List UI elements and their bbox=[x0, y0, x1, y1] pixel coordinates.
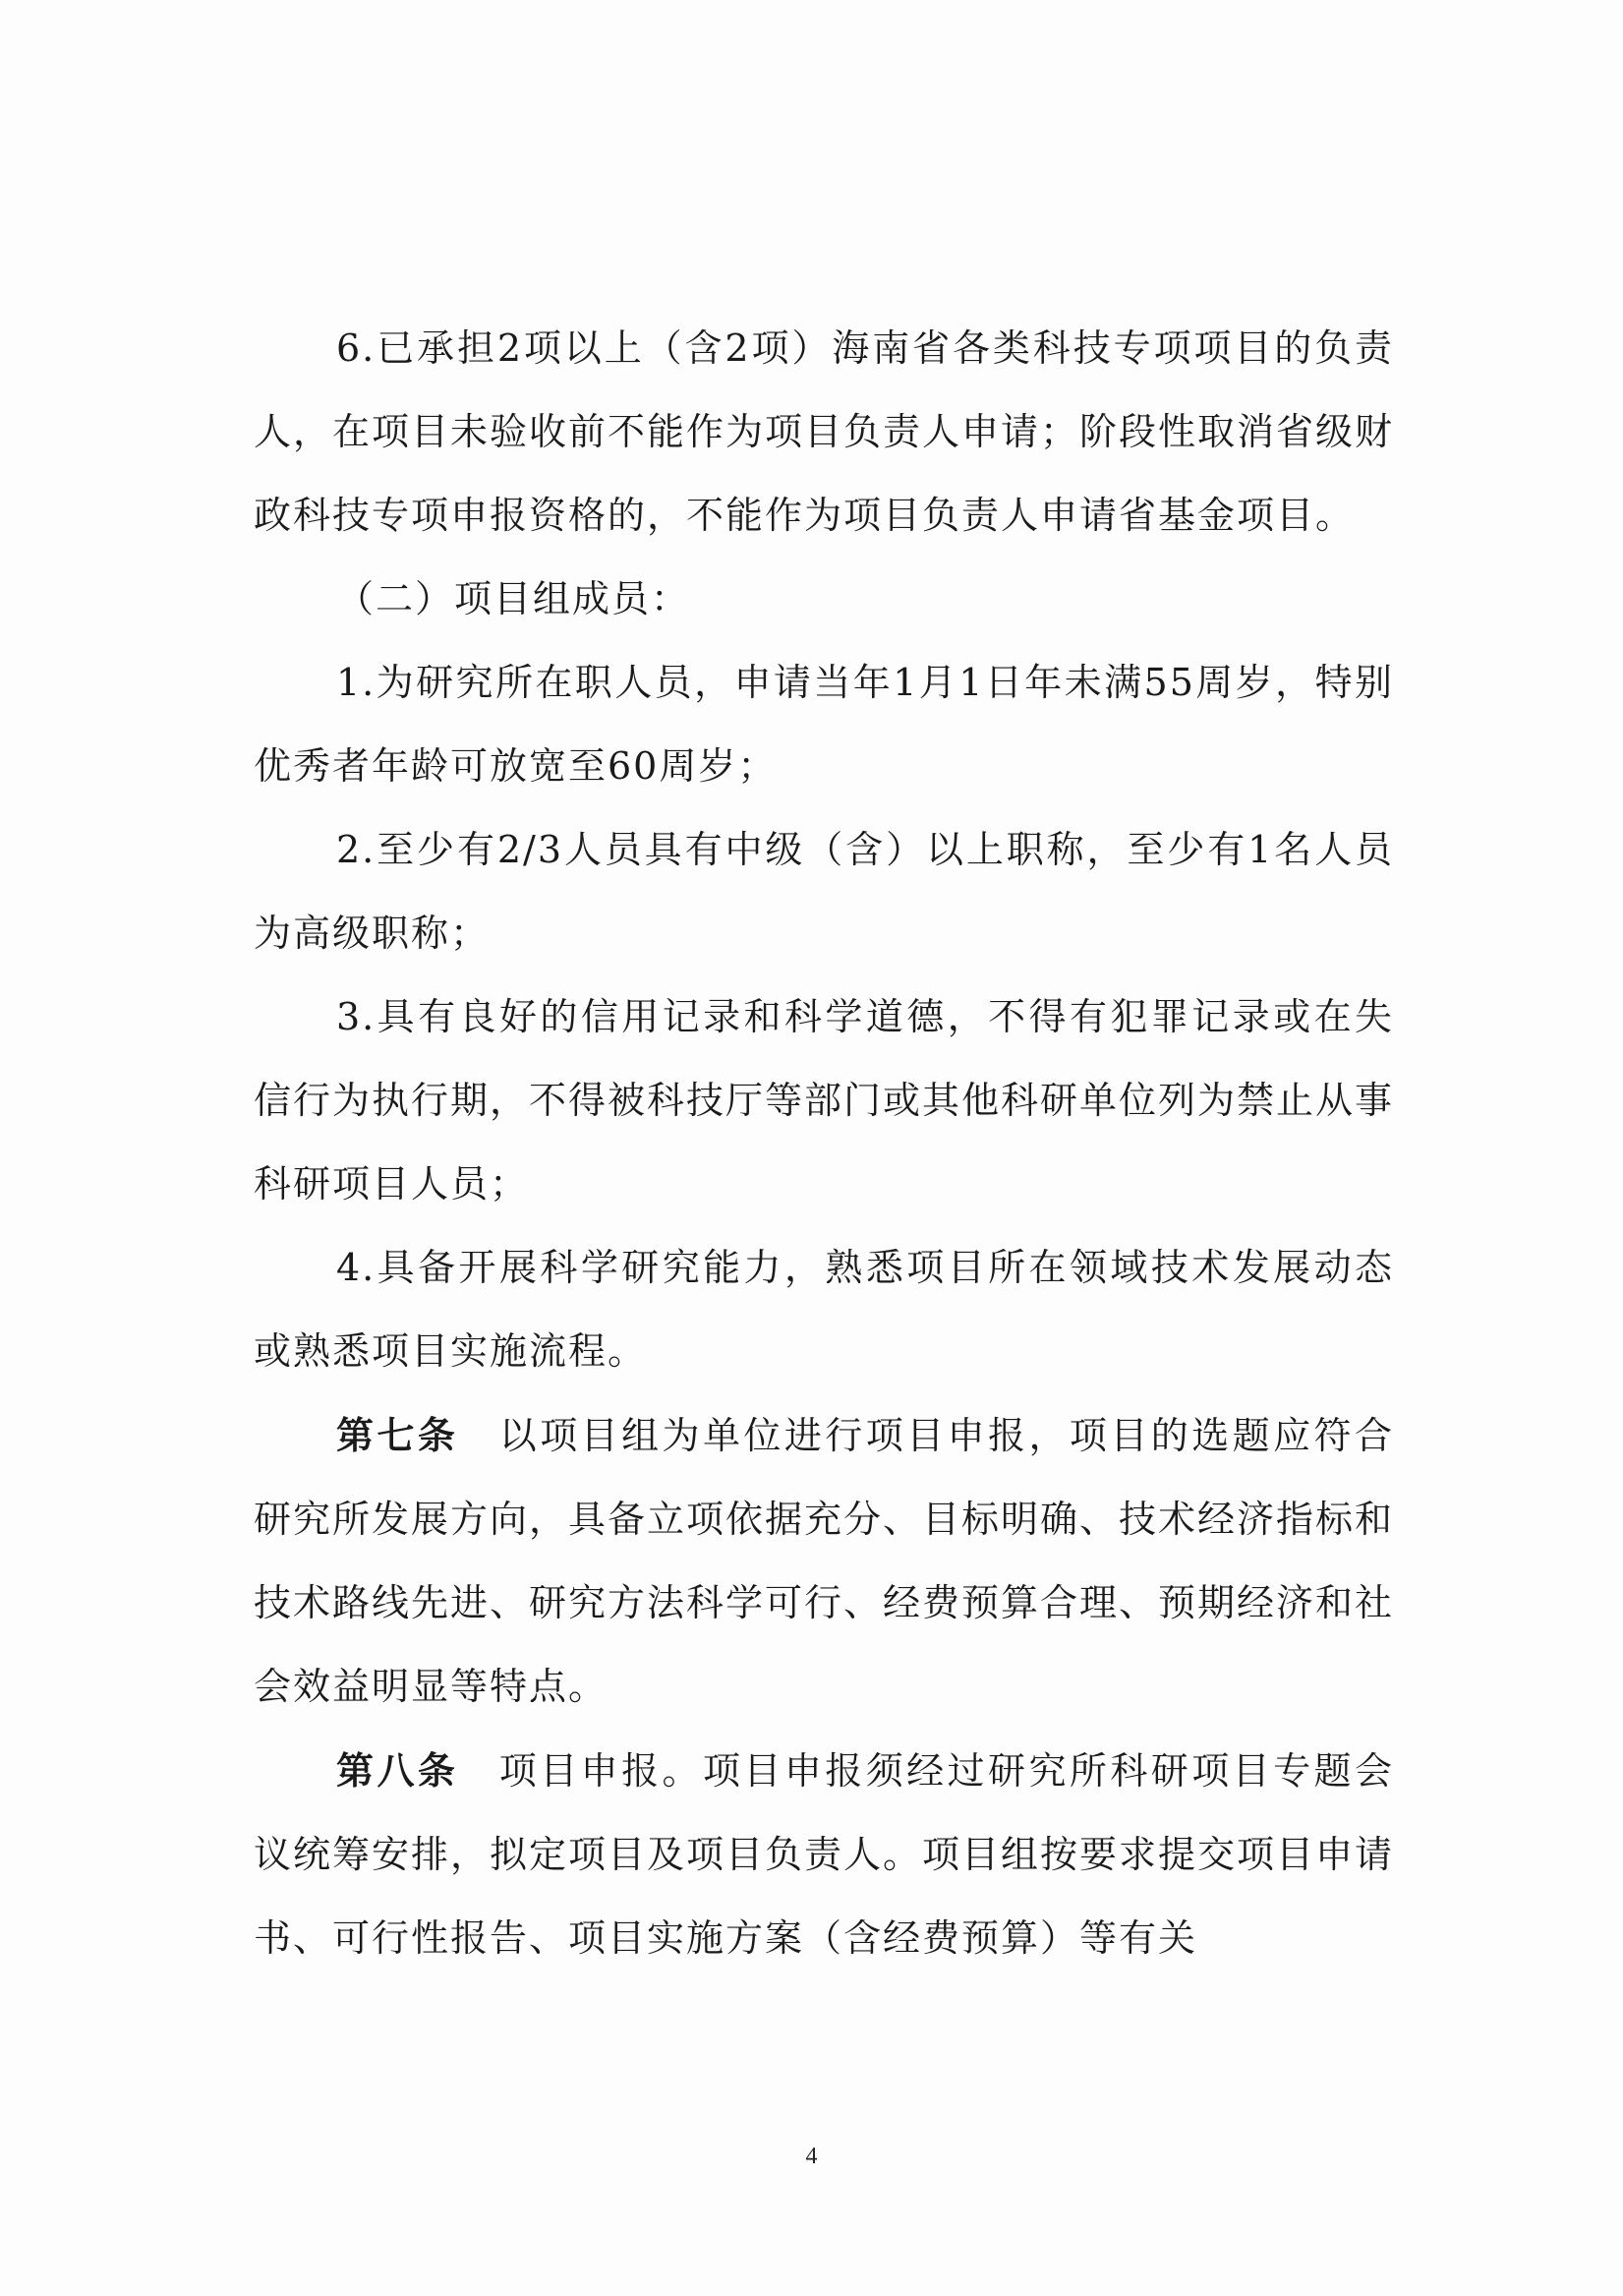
article-8-text: 项目申报。项目申报须经过研究所科研项目专题会议统筹安排，拟定项目及项目负责人。项目组按要求提交项目申请书、可行性报告、项目实施方案（含经费预算）等有关 bbox=[254, 1749, 1395, 1960]
article-7-text: 以项目组为单位进行项目申报，项目的选题应符合研究所发展方向，具备立项依据充分、目标明确、技术经济指标和技术路线先进、研究方法科学可行、经费预算合理、预期经济和社会效益明显等特点。 bbox=[254, 1414, 1395, 1708]
paragraph-member-1: 1.为研究所在职人员，申请当年1月1日年未满55周岁，特别优秀者年龄可放宽至60周岁； bbox=[254, 661, 1394, 788]
paragraph-member-2: 2.至少有2/3人员具有中级（含）以上职称，至少有1名人员为高级职称； bbox=[254, 828, 1394, 955]
article-7-label: 第七条 bbox=[336, 1413, 459, 1457]
document-body bbox=[254, 307, 1394, 1980]
article-7 bbox=[254, 1393, 1394, 1729]
paragraph-member-3: 3.具有良好的信用记录和科学道德，不得有犯罪记录或在失信行为执行期，不得被科技厅等部门或其他科研单位列为禁止从事科研项目人员； bbox=[254, 995, 1395, 1206]
section-heading-team-members: （二）项目组成员： bbox=[336, 577, 691, 620]
paragraph-item-6: 6.已承担2项以上（含2项）海南省各类科技专项项目的负责人，在项目未验收前不能作为项目负责人申请；阶段性取消省级财政科技专项申报资格的，不能作为项目负责人申请省基金项目。 bbox=[254, 326, 1395, 537]
article-8 bbox=[254, 1729, 1394, 1980]
page-number: 4 bbox=[805, 2144, 818, 2169]
article-8-label: 第八条 bbox=[336, 1748, 459, 1793]
paragraph-member-4: 4.具备开展科学研究能力，熟悉项目所在领域技术发展动态或熟悉项目实施流程。 bbox=[254, 1246, 1394, 1373]
